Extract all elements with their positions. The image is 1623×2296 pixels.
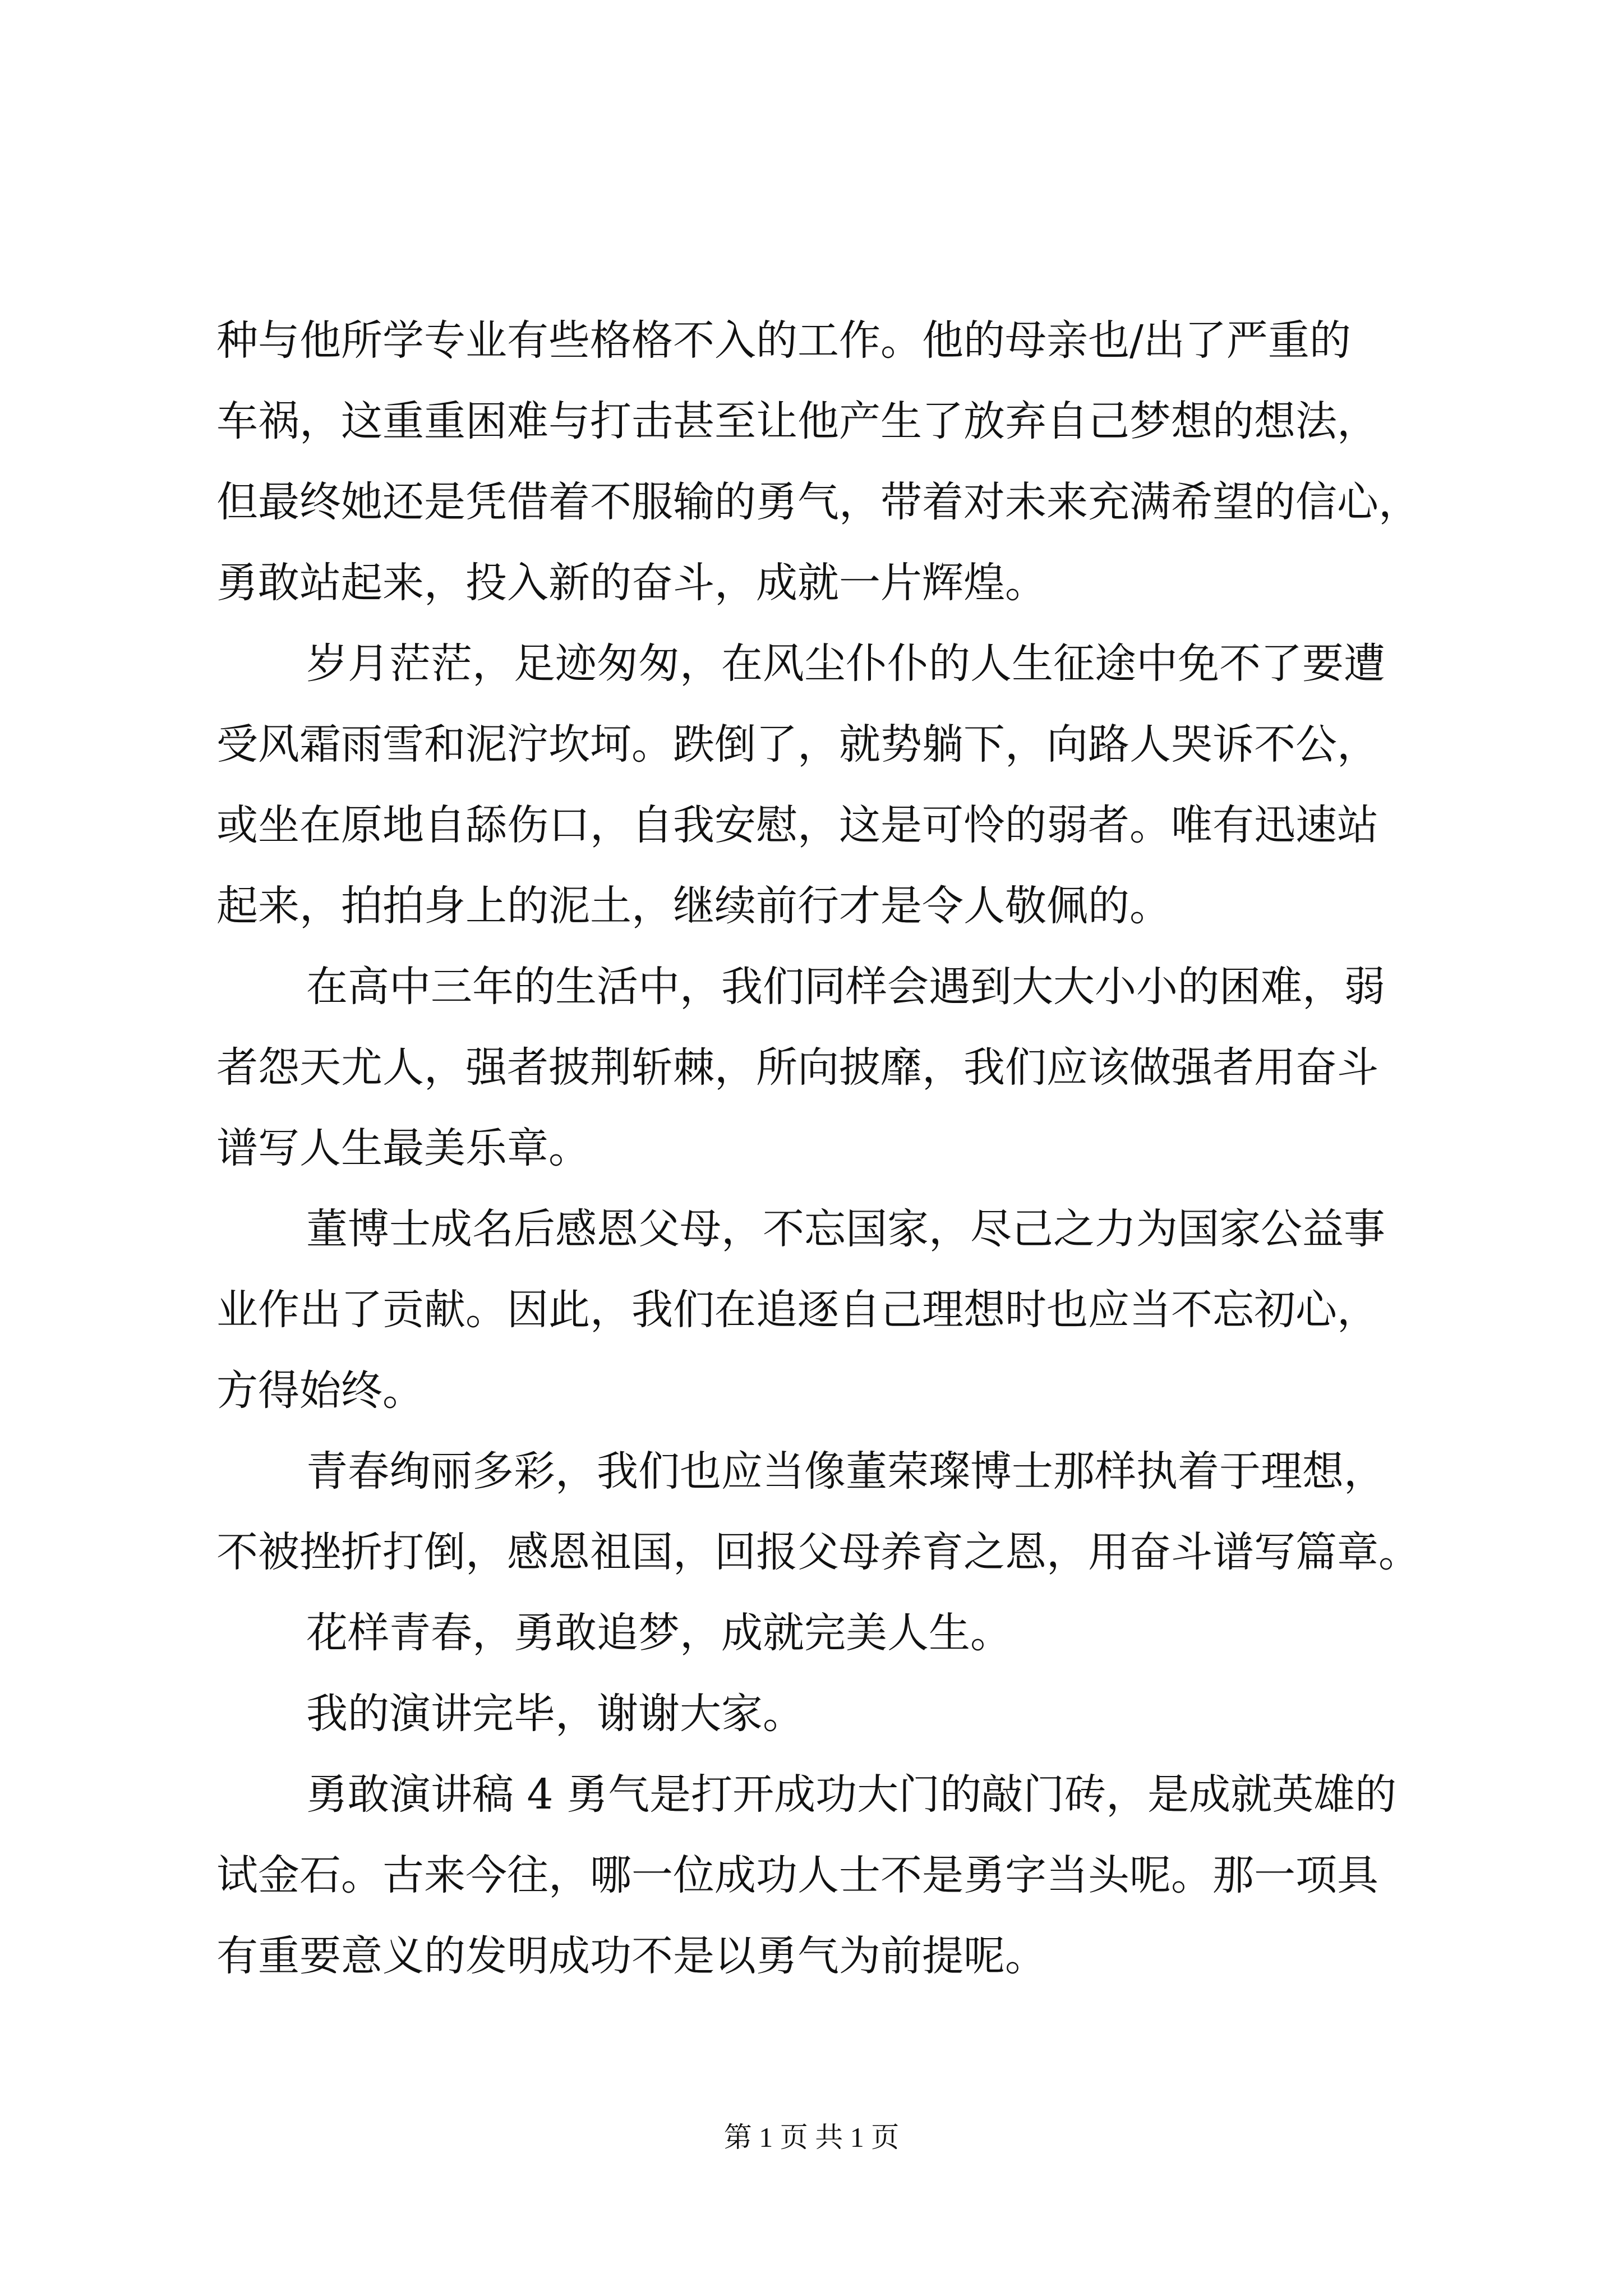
text-line: 不被挫折打倒，感恩祖国，回报父母养育之恩，用奋斗谱写篇章。 <box>216 1528 1420 1576</box>
paragraph-start-line: 花样青春，勇敢追梦，成就完美人生。 <box>306 1609 1012 1657</box>
text-line: 车祸，这重重困难与打击甚至让他产生了放弃自己梦想的想法， <box>216 397 1378 445</box>
paragraph-start-line: 在高中三年的生活中，我们同样会遇到大大小小的困难，弱 <box>306 963 1385 1011</box>
text-line: 但最终她还是凭借着不服输的勇气，带着对未来充满希望的信心， <box>216 478 1420 526</box>
paragraph-start-line: 岁月茫茫，足迹匆匆，在风尘仆仆的人生征途中免不了要遭 <box>306 639 1385 688</box>
text-line: 业作出了贡献。因此，我们在追逐自己理想时也应当不忘初心， <box>216 1286 1378 1334</box>
text-line: 者怨天尤人，强者披荆斩棘，所向披靡，我们应该做强者用奋斗 <box>216 1043 1378 1092</box>
text-line: 试金石。古来今往，哪一位成功人士不是勇字当头呢。那一项具 <box>216 1851 1378 1899</box>
document-body <box>216 300 1439 1996</box>
text-line: 方得始终。 <box>216 1366 424 1415</box>
text-line: 或坐在原地自舔伤口，自我安慰，这是可怜的弱者。唯有迅速站 <box>216 801 1378 849</box>
text-line: 起来，拍拍身上的泥土，继续前行才是令人敬佩的。 <box>216 882 1171 930</box>
text-line: 有重要意义的发明成功不是以勇气为前提呢。 <box>216 1932 1046 1980</box>
paragraph-start-line: 勇敢演讲稿 4 勇气是打开成功大门的敲门砖，是成就英雄的 <box>306 1770 1397 1819</box>
paragraph-start-line: 我的演讲完毕，谢谢大家。 <box>306 1690 804 1738</box>
page-footer <box>0 2115 1623 2155</box>
text-line: 勇敢站起来，投入新的奋斗，成就一片辉煌。 <box>216 559 1046 607</box>
paragraph-start-line: 青春绚丽多彩，我们也应当像董荣璨博士那样执着于理想， <box>306 1447 1385 1496</box>
text-line: 谱写人生最美乐章。 <box>216 1124 590 1172</box>
paragraph-start-line: 董博士成名后感恩父母，不忘国家，尽己之力为国家公益事 <box>306 1205 1385 1253</box>
text-line: 种与他所学专业有些格格不入的工作。他的母亲也/出了严重的 <box>216 316 1351 365</box>
page-number-label: 第 1 页 共 1 页 <box>723 2122 900 2153</box>
text-line: 受风霜雨雪和泥泞坎坷。跌倒了，就势躺下，向路人哭诉不公， <box>216 720 1378 769</box>
